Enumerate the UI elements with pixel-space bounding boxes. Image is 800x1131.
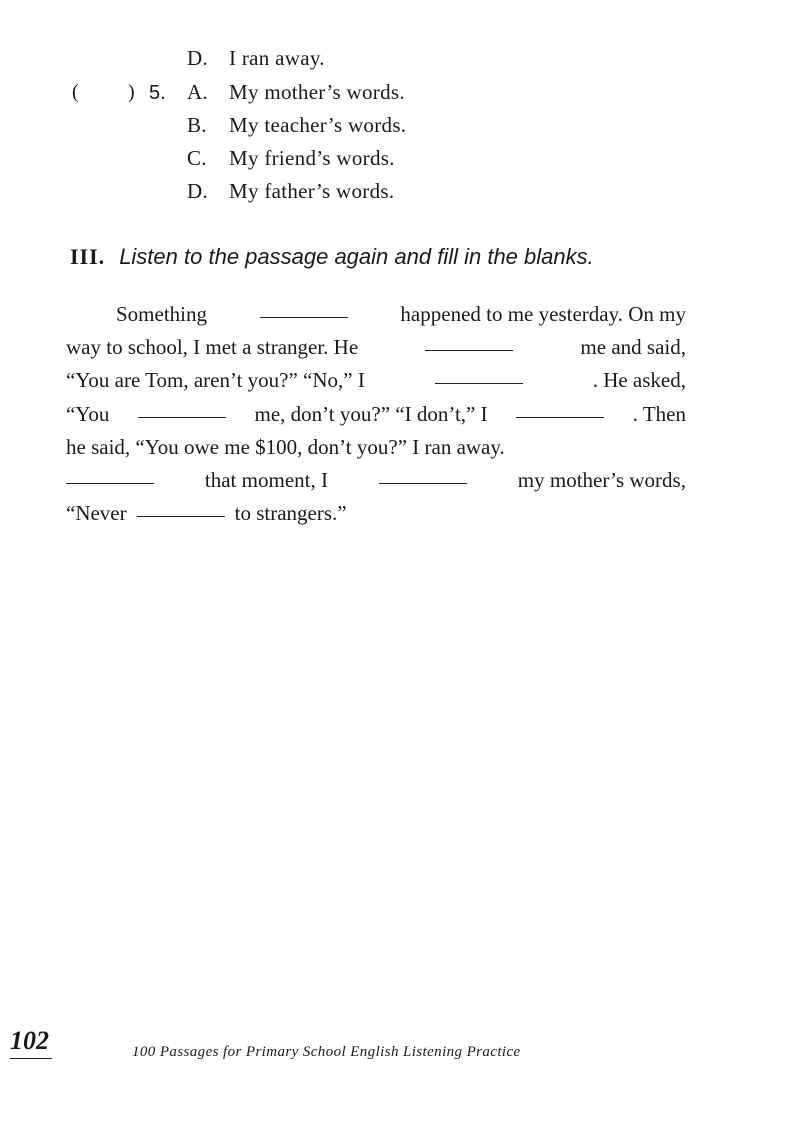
section-number: III. bbox=[70, 244, 106, 269]
passage-text: that moment, I bbox=[204, 468, 328, 493]
blank-4[interactable] bbox=[138, 398, 226, 418]
page-number: 102 bbox=[10, 1026, 52, 1059]
passage-text: . He asked, bbox=[592, 368, 686, 393]
question-number: 5. bbox=[149, 82, 166, 104]
q5-option-b bbox=[187, 115, 406, 136]
blank-5[interactable] bbox=[516, 398, 604, 418]
option-text: My mother’s words. bbox=[229, 80, 405, 104]
passage bbox=[66, 298, 686, 530]
passage-line bbox=[66, 398, 686, 431]
blank-6[interactable] bbox=[66, 464, 154, 484]
passage-line bbox=[66, 431, 686, 464]
q5-option-a bbox=[187, 82, 405, 103]
blank-7[interactable] bbox=[379, 464, 467, 484]
passage-text: my mother’s words, bbox=[517, 468, 686, 493]
option-letter: B. bbox=[187, 113, 207, 137]
blank-2[interactable] bbox=[425, 331, 513, 351]
blank-1[interactable] bbox=[260, 298, 348, 318]
passage-text: “You bbox=[66, 401, 110, 426]
passage-text: to strangers.” bbox=[234, 501, 347, 526]
section-instruction: Listen to the passage again and fill in the blanks. bbox=[119, 244, 594, 269]
passage-text: me and said, bbox=[580, 335, 686, 360]
book-title: 100 Passages for Primary School English Listening Practice bbox=[132, 1044, 521, 1060]
passage-line bbox=[66, 298, 686, 331]
passage-text: . Then bbox=[632, 401, 686, 426]
answer-bracket-close: ) bbox=[128, 81, 135, 103]
option-text: My friend’s words. bbox=[229, 146, 395, 170]
option-letter: C. bbox=[187, 146, 207, 170]
passage-line bbox=[66, 497, 686, 530]
passage-text: way to school, I met a stranger. He bbox=[66, 335, 359, 360]
option-text: My teacher’s words. bbox=[229, 113, 407, 137]
passage-line bbox=[66, 331, 686, 364]
section-heading bbox=[70, 244, 594, 270]
option-letter: A. bbox=[187, 80, 209, 104]
option-letter: D. bbox=[187, 179, 209, 203]
answer-bracket-open: ( bbox=[72, 81, 79, 103]
option-text: My father’s words. bbox=[229, 179, 395, 203]
option-letter: D. bbox=[187, 46, 209, 70]
option-text: I ran away. bbox=[229, 46, 325, 70]
q5-option-d bbox=[187, 181, 394, 202]
passage-line bbox=[66, 364, 686, 397]
passage-line bbox=[66, 464, 686, 497]
blank-3[interactable] bbox=[435, 364, 523, 384]
passage-text: he said, “You owe me $100, don’t you?” I ran away. bbox=[66, 434, 505, 459]
blank-8[interactable] bbox=[137, 497, 225, 517]
passage-text: happened to me yesterday. On my bbox=[400, 302, 686, 326]
passage-text: Something bbox=[116, 302, 208, 326]
passage-text: “You are Tom, aren’t you?” “No,” I bbox=[66, 368, 365, 393]
passage-text: me, don’t you?” “I don’t,” I bbox=[254, 401, 488, 426]
q5-option-c bbox=[187, 148, 395, 169]
passage-text: “Never bbox=[66, 501, 127, 526]
q4-option-d bbox=[187, 48, 325, 69]
